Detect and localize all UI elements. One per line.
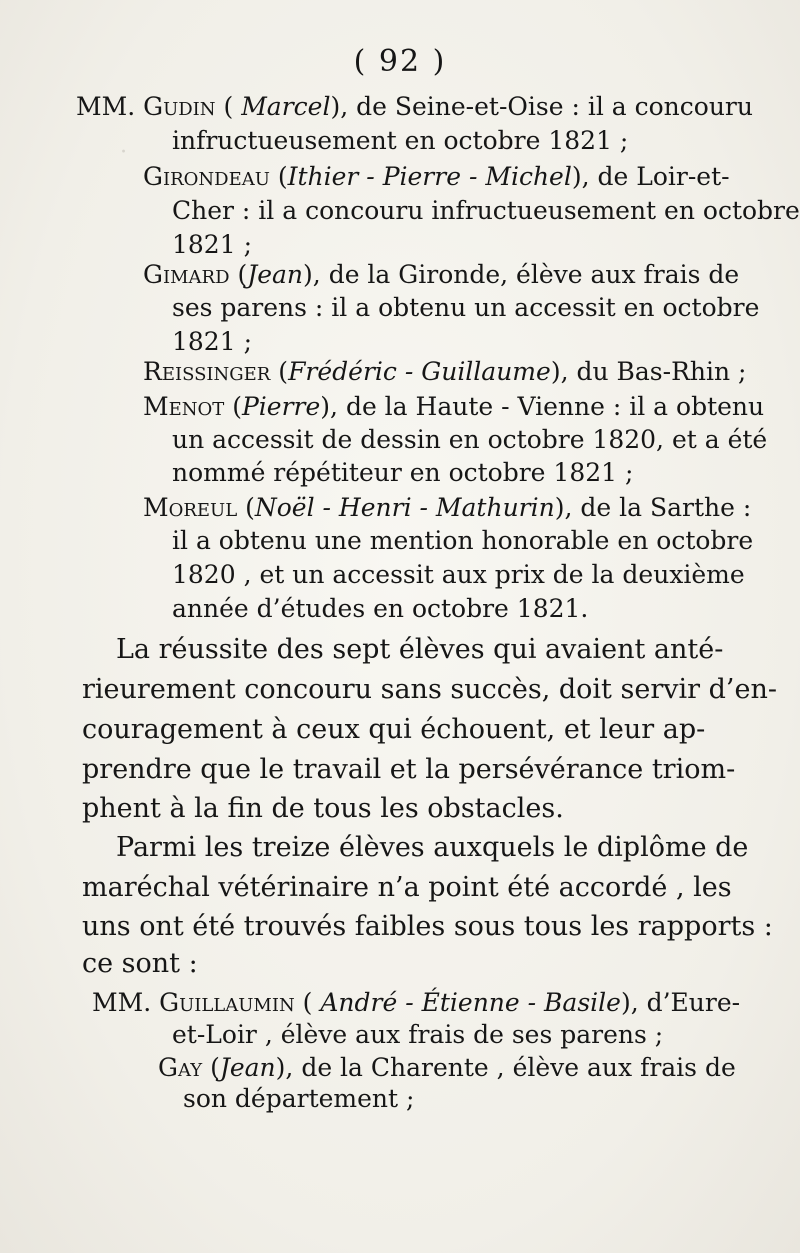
entry-name: Moreul — [143, 493, 238, 522]
entry-girondeau-line-2: Cher : il a concouru infructueusement en octobre — [172, 196, 800, 225]
paragraph-1-line-5: phent à la fin de tous les obstacles. — [82, 793, 564, 824]
mm-prefix: MM. — [76, 92, 144, 121]
paragraph-1-line-2: rieurement concouru sans succès, doit servir d’en- — [82, 674, 777, 705]
entry-girondeau-line-1: Girondeau (Ithier - Pierre - Michel), de Loir-et- — [143, 162, 730, 191]
entry-guillaumin-line-2: et-Loir , élève aux frais de ses parens ; — [172, 1020, 664, 1049]
paragraph-2-line-2: maréchal vétérinaire n’a point été accordé , les — [82, 872, 732, 903]
entry-girondeau-line-3: 1821 ; — [172, 230, 252, 259]
entry-gimard-line-1: Gimard (Jean), de la Gironde, élève aux frais de — [143, 260, 740, 289]
entry-moreul-line-3: 1820 , et un accessit aux prix de la deuxième — [172, 560, 745, 589]
entry-gay-line-1: Gay (Jean), de la Charente , élève aux frais de — [158, 1053, 736, 1082]
entry-gimard-line-3: 1821 ; — [172, 327, 252, 356]
entry-detail: , de Loir-et- — [581, 162, 730, 191]
entry-name: Reissinger — [143, 357, 271, 386]
entry-name: Guillaumin — [159, 988, 295, 1017]
mm-prefix: MM. — [92, 988, 160, 1017]
entry-given-names: Frédéric - Guillaume — [288, 357, 551, 386]
entry-moreul-line-4: année d’études en octobre 1821. — [172, 594, 589, 623]
entry-gay-line-2: son département ; — [183, 1084, 415, 1113]
entry-detail: , de la Haute - Vienne : il a obtenu — [330, 392, 765, 421]
entry-detail: , de la Charente , élève aux frais de — [285, 1053, 736, 1082]
entry-detail: , du Bas-Rhin ; — [560, 357, 747, 386]
entry-given-names: Jean — [219, 1053, 276, 1082]
paragraph-1-line-1: La réussite des sept élèves qui avaient anté- — [116, 634, 724, 665]
entry-given-names: Noël - Henri - Mathurin — [254, 493, 555, 522]
entry-gudin-line-2: infructueusement en octobre 1821 ; — [172, 126, 629, 155]
entry-detail: , de la Sarthe : — [564, 493, 752, 522]
paragraph-2-line-4: ce sont : — [82, 948, 198, 979]
paragraph-2-line-1: Parmi les treize élèves auxquels le diplôme de — [116, 832, 749, 863]
page-number: ( 92 ) — [353, 44, 447, 79]
entry-name: Menot — [143, 392, 225, 421]
show-through-text: · — [120, 140, 127, 165]
entry-given-names: André - Étienne - Basile — [320, 988, 621, 1017]
entry-gimard-line-2: ses parens : il a obtenu un accessit en octobre — [172, 293, 760, 322]
entry-given-names: Jean — [247, 260, 304, 289]
entry-detail: , de la Gironde, élève aux frais de — [312, 260, 740, 289]
paragraph-2-line-3: uns ont été trouvés faibles sous tous les rapports : — [82, 911, 773, 942]
entry-moreul-line-2: il a obtenu une mention honorable en octobre — [172, 526, 754, 555]
entry-name: Gimard — [143, 260, 230, 289]
entry-guillaumin-line-1: MM. Guillaumin ( André - Étienne - Basile), d’Eure- — [92, 988, 741, 1017]
entry-reissinger-line-1: Reissinger (Frédéric - Guillaume), du Bas-Rhin ; — [143, 357, 747, 386]
entry-menot-line-1: Menot (Pierre), de la Haute - Vienne : il a obtenu — [143, 392, 765, 421]
entry-given-names: Marcel — [241, 92, 331, 121]
entry-gudin-line-1: MM. Gudin ( Marcel), de Seine-et-Oise : il a concouru — [76, 92, 753, 121]
entry-menot-line-3: nommé répétiteur en octobre 1821 ; — [172, 458, 634, 487]
entry-given-names: Ithier - Pierre - Michel — [287, 162, 572, 191]
entry-menot-line-2: un accessit de dessin en octobre 1820, et a été — [172, 425, 768, 454]
paragraph-1-line-3: couragement à ceux qui échouent, et leur ap- — [82, 714, 706, 745]
entry-name: Gudin — [143, 92, 216, 121]
entry-detail: , d’Eure- — [630, 988, 741, 1017]
entry-name: Gay — [158, 1053, 203, 1082]
entry-detail: , de Seine-et-Oise : il a concouru — [340, 92, 753, 121]
entry-moreul-line-1: Moreul (Noël - Henri - Mathurin), de la Sarthe : — [143, 493, 752, 522]
entry-name: Girondeau — [143, 162, 270, 191]
paragraph-1-line-4: prendre que le travail et la persévérance triom- — [82, 754, 736, 785]
entry-given-names: Pierre — [241, 392, 321, 421]
